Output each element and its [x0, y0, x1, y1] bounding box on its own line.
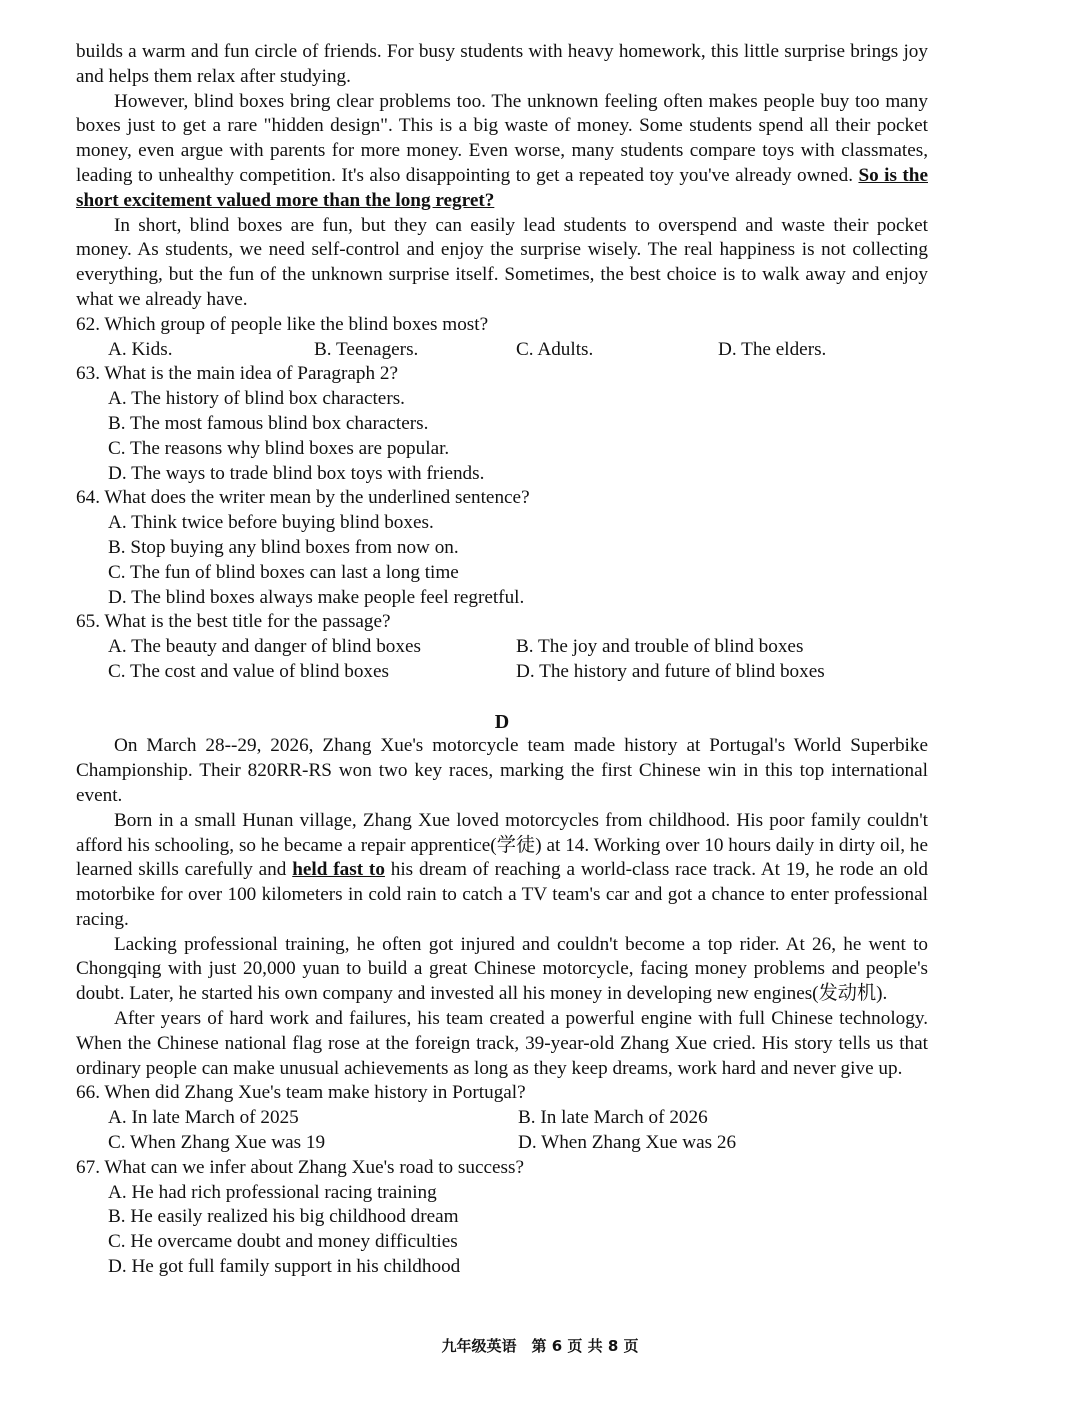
- passage-d-paragraph-1: On March 28--29, 2026, Zhang Xue's motorcycle team made history at Portugal's World Superbike Championship. Their 820RR-RS won two key races, marking the first Chinese win in this top international event.: [76, 735, 928, 806]
- passage-d-paragraph-2-part-a: Born in a small Hunan village, Zhang Xue loved motorcycles from childhood. His poor family couldn't afford his schooling, so he became a repair apprentice(学徒) at 14. Working over 10 hours daily in dirty oil, he learned skills carefully and: [76, 809, 928, 881]
- option-63-a: A. The history of blind box characters.: [108, 388, 405, 410]
- option-62-b: B. Teenagers.: [314, 338, 419, 360]
- question-66: 66. When did Zhang Xue's team make history in Portugal?: [76, 1082, 526, 1104]
- question-65: 65. What is the best title for the passage?: [76, 611, 391, 633]
- question-66-options-row-1: [76, 1106, 928, 1131]
- option-64-c: C. The fun of blind boxes can last a long time: [108, 561, 459, 583]
- passage-c-paragraph-3: In short, blind boxes are fun, but they can easily lead students to overspend and waste their pocket money. As students, we need self-control and enjoy the surprise wisely. The real happiness is not collecting everything, but the fun of the unknown surprise itself. Sometimes, the best choice is to walk away and enjoy what we already have.: [76, 214, 928, 310]
- option-65-b: B. The joy and trouble of blind boxes: [516, 636, 804, 658]
- exam-page: [76, 40, 928, 1280]
- passage-d-paragraph-2: [76, 809, 928, 933]
- option-66-a: A. In late March of 2025: [108, 1107, 299, 1129]
- option-66-d: D. When Zhang Xue was 26: [518, 1132, 737, 1154]
- option-66-c: C. When Zhang Xue was 19: [108, 1132, 326, 1154]
- question-63: 63. What is the main idea of Paragraph 2?: [76, 363, 398, 385]
- option-67-a: A. He had rich professional racing training: [108, 1181, 437, 1203]
- question-65-options-row-2: [76, 660, 928, 685]
- option-62-d: D. The elders.: [718, 338, 827, 360]
- page-footer: 九年级英语 第 6 页 共 8 页: [441, 1337, 639, 1355]
- question-67: 67. What can we infer about Zhang Xue's road to success?: [76, 1156, 524, 1178]
- option-65-d: D. The history and future of blind boxes: [516, 660, 825, 682]
- option-65-a: A. The beauty and danger of blind boxes: [108, 636, 421, 658]
- option-64-a: A. Think twice before buying blind boxes.: [108, 512, 434, 534]
- question-62-options: [76, 338, 928, 363]
- option-63-b: B. The most famous blind box characters.: [108, 412, 429, 434]
- underlined-phrase: held fast to: [292, 859, 385, 881]
- option-64-b: B. Stop buying any blind boxes from now on.: [108, 536, 459, 558]
- option-63-c: C. The reasons why blind boxes are popular.: [108, 437, 450, 459]
- section-gap: [76, 685, 928, 710]
- passage-c-paragraph-2-text: However, blind boxes bring clear problems too. The unknown feeling often makes people buy too many boxes just to get a rare "hidden design". This is a big waste of money. Some students spend all their pocket money, even argue with parents for more money. Even worse, many students compare toys with classmates, leading to unhealthy competition. It's also disappointing to get a repeated toy you've already owned.: [76, 90, 928, 186]
- option-63-d: D. The ways to trade blind box toys with friends.: [108, 462, 485, 484]
- option-66-b: B. In late March of 2026: [518, 1107, 708, 1129]
- option-62-a: A. Kids.: [108, 338, 173, 360]
- question-66-options-row-2: [76, 1131, 928, 1156]
- question-64: 64. What does the writer mean by the underlined sentence?: [76, 487, 530, 509]
- section-d-title: D: [494, 710, 510, 733]
- question-65-options-row-1: [76, 635, 928, 660]
- option-64-d: D. The blind boxes always make people feel regretful.: [108, 586, 525, 608]
- question-62: 62. Which group of people like the blind boxes most?: [76, 313, 489, 335]
- option-62-c: C. Adults.: [516, 338, 594, 360]
- passage-d-paragraph-2-part-b: his dream of reaching a world-class race track. At 19, he rode an old motorbike for over 100 kilometers in cold rain to catch a TV team's car and got a chance to enter professional racing.: [76, 859, 929, 930]
- passage-d-paragraph-4: After years of hard work and failures, his team created a powerful engine with full Chinese technology. When the Chinese national flag rose at the foreign track, 39-year-old Zhang Xue cried. His story tells us that ordinary people can make unusual achievements as long as they keep dreams, work hard and never give up.: [76, 1008, 928, 1079]
- option-67-d: D. He got full family support in his childhood: [108, 1256, 461, 1278]
- passage-c-paragraph-2: [76, 90, 928, 214]
- option-65-c: C. The cost and value of blind boxes: [108, 660, 390, 682]
- underlined-sentence: So is the short excitement valued more than the long regret?: [76, 164, 928, 211]
- option-67-c: C. He overcame doubt and money difficulties: [108, 1231, 458, 1253]
- passage-c-paragraph-1-end: builds a warm and fun circle of friends. For busy students with heavy homework, this little surprise brings joy and helps them relax after studying.: [76, 41, 928, 87]
- passage-d-paragraph-3: Lacking professional training, he often got injured and couldn't become a top rider. At 26, he went to Chongqing with just 20,000 yuan to build a great Chinese motorcycle, facing money problems and people's doubt. Later, he started his own company and invested all his money in developing new engines(发动机).: [76, 933, 928, 1005]
- option-67-b: B. He easily realized his big childhood dream: [108, 1206, 459, 1228]
